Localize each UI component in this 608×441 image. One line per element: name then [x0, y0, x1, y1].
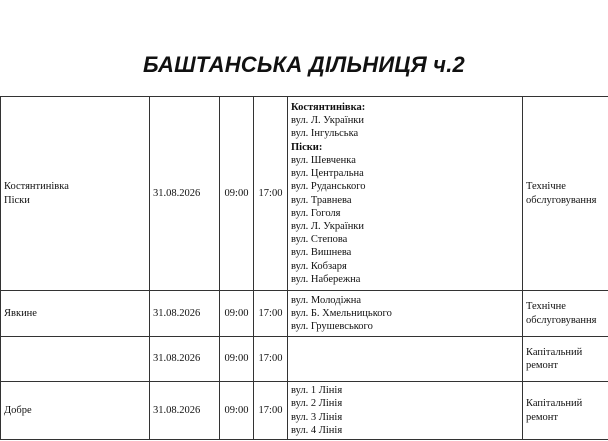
schedule-table-body — [1, 97, 608, 440]
work-type-text: обслуговування — [526, 314, 597, 326]
work-type-text: Капітальний — [526, 398, 583, 410]
date-cell: 31.08.2026 — [150, 337, 220, 382]
work-type-cell — [523, 97, 608, 291]
street-group-heading: Піски: — [291, 141, 323, 153]
street-name: вул. Л. Українки — [291, 115, 365, 127]
date-cell: 31.08.2026 — [150, 382, 220, 440]
street-name: вул. 1 Лінія — [291, 385, 343, 397]
table-row — [1, 382, 608, 440]
street-name: вул. Гоголя — [291, 207, 341, 219]
locality-cell — [1, 337, 150, 382]
start-time-cell: 09:00 — [220, 382, 254, 440]
street-group-heading: Костянтинівка: — [291, 102, 366, 114]
street-name: вул. Центральна — [291, 168, 364, 180]
work-type-text: Капітальний — [526, 346, 583, 358]
date-cell: 31.08.2026 — [150, 291, 220, 337]
work-type-text: обслуговування — [526, 194, 597, 206]
locality-cell — [1, 382, 150, 440]
streets-cell — [288, 291, 523, 337]
street-name: вул. Молодіжна — [291, 294, 362, 306]
street-name: вул. 2 Лінія — [291, 398, 343, 410]
street-name: вул. Степова — [291, 234, 348, 246]
locality-name: Костянтинівка — [4, 181, 69, 193]
work-type-text: Технічне — [526, 301, 566, 313]
street-name: вул. Вишнева — [291, 247, 352, 259]
end-time-cell: 17:00 — [254, 337, 288, 382]
streets-cell — [288, 337, 523, 382]
street-name: вул. Травнева — [291, 194, 352, 206]
date-cell: 31.08.2026 — [150, 97, 220, 291]
work-type-text: ремонт — [526, 360, 559, 371]
locality-name: Піски — [4, 194, 30, 206]
start-time-cell: 09:00 — [220, 97, 254, 291]
street-name: вул. Руданського — [291, 181, 366, 193]
schedule-table — [0, 96, 608, 440]
table-row — [1, 291, 608, 337]
streets-cell — [288, 97, 523, 291]
street-name: вул. Шевченка — [291, 154, 356, 166]
street-name: вул. 3 Лінія — [291, 411, 343, 423]
street-name: вул. Інгульська — [291, 128, 359, 140]
page-title: БАШТАНСЬКА ДІЛЬНИЦЯ ч.2 — [143, 52, 465, 77]
streets-cell — [288, 382, 523, 440]
work-type-text: Технічне — [526, 181, 566, 193]
street-name: вул. 4 Лінія — [291, 424, 343, 436]
work-type-cell — [523, 291, 608, 337]
work-type-cell — [523, 382, 608, 440]
street-name: вул. Б. Хмельницького — [291, 307, 392, 319]
locality-cell — [1, 97, 150, 291]
locality-name: Явкине — [4, 307, 37, 319]
work-type-cell — [523, 337, 608, 382]
locality-name: Добре — [4, 404, 32, 416]
street-name: вул. Набережна — [291, 273, 361, 285]
end-time-cell: 17:00 — [254, 291, 288, 337]
start-time-cell: 09:00 — [220, 291, 254, 337]
locality-cell — [1, 291, 150, 337]
end-time-cell: 17:00 — [254, 97, 288, 291]
street-name: вул. Грушевського — [291, 321, 373, 333]
street-name: вул. Л. Українки — [291, 220, 365, 232]
end-time-cell: 17:00 — [254, 382, 288, 440]
table-row — [1, 337, 608, 382]
work-type-text: ремонт — [526, 411, 559, 423]
street-name: вул. Кобзаря — [291, 260, 347, 272]
table-row — [1, 97, 608, 291]
start-time-cell: 09:00 — [220, 337, 254, 382]
